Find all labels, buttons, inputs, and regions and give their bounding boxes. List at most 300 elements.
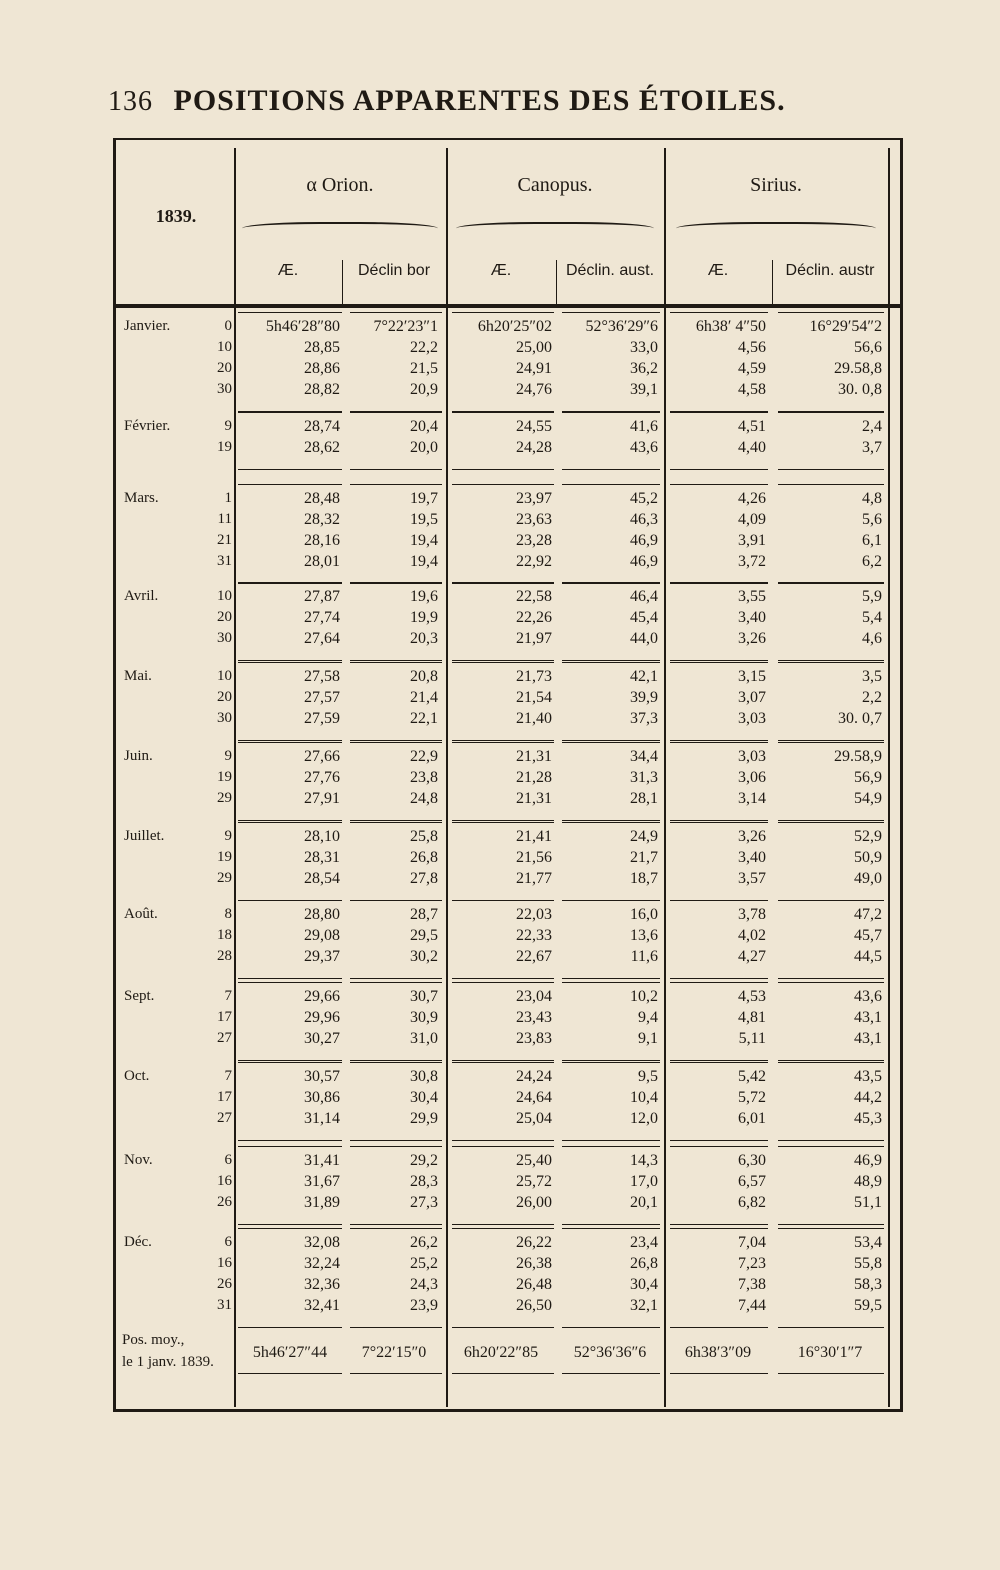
value: 28,32 bbox=[304, 511, 340, 528]
value: 37,3 bbox=[630, 710, 658, 727]
value: 47,2 bbox=[854, 906, 882, 923]
col-head-ra: Æ. bbox=[707, 262, 729, 279]
value: 25,2 bbox=[410, 1255, 438, 1272]
value: 5,6 bbox=[862, 511, 882, 528]
value: 56,6 bbox=[854, 339, 882, 356]
value-cell bbox=[585, 316, 658, 400]
value: 5,11 bbox=[738, 1030, 766, 1047]
value: 19,6 bbox=[410, 588, 438, 605]
value: 23,43 bbox=[516, 1009, 552, 1026]
value: 27,59 bbox=[304, 710, 340, 727]
day-number: 21 bbox=[217, 532, 232, 548]
month-group bbox=[116, 1226, 900, 1322]
day-number: 29 bbox=[217, 870, 232, 886]
col-head-dec: Déclin. aust. bbox=[565, 262, 655, 279]
value: 3,78 bbox=[738, 906, 766, 923]
value: 21,56 bbox=[516, 849, 552, 866]
value-cell bbox=[809, 316, 882, 400]
value: 3,7 bbox=[862, 439, 882, 456]
value: 48,9 bbox=[854, 1173, 882, 1190]
value: 3,57 bbox=[738, 870, 766, 887]
month-group bbox=[116, 1144, 900, 1219]
value-cell bbox=[738, 1232, 766, 1316]
month-name: Janvier. bbox=[124, 318, 171, 334]
value-cell bbox=[738, 986, 766, 1049]
value: 56,9 bbox=[854, 769, 882, 786]
value: 12,0 bbox=[630, 1110, 658, 1127]
value: 30,8 bbox=[410, 1068, 438, 1085]
mean-canopus-ra: 6h20′22″85 bbox=[463, 1344, 539, 1361]
value: 23,63 bbox=[516, 511, 552, 528]
value: 7,23 bbox=[738, 1255, 766, 1272]
month-group bbox=[116, 1060, 900, 1135]
value: 31,67 bbox=[304, 1173, 340, 1190]
value: 20,4 bbox=[410, 418, 438, 435]
page-number: 136 bbox=[108, 86, 153, 117]
day-number: 30 bbox=[217, 710, 232, 726]
value: 4,40 bbox=[738, 439, 766, 456]
value: 2,4 bbox=[862, 418, 882, 435]
value: 3,07 bbox=[738, 689, 766, 706]
page-title: POSITIONS APPARENTES DES ÉTOILES. bbox=[173, 84, 786, 117]
value: 23,04 bbox=[516, 988, 552, 1005]
value-cell bbox=[304, 1066, 340, 1129]
value: 28,7 bbox=[410, 906, 438, 923]
value-cell bbox=[304, 416, 340, 458]
value: 30,9 bbox=[410, 1009, 438, 1026]
value: 4,27 bbox=[738, 948, 766, 965]
value: 3,26 bbox=[738, 828, 766, 845]
value: 41,6 bbox=[630, 418, 658, 435]
day-number: 7 bbox=[224, 988, 232, 1004]
value: 27,74 bbox=[304, 609, 340, 626]
value-cell bbox=[630, 488, 658, 572]
value: 28,31 bbox=[304, 849, 340, 866]
value-cell bbox=[738, 666, 766, 729]
day-number: 6 bbox=[224, 1234, 232, 1250]
value-cell bbox=[516, 586, 552, 649]
value: 5,4 bbox=[862, 609, 882, 626]
value: 58,3 bbox=[854, 1276, 882, 1293]
value: 29,9 bbox=[410, 1110, 438, 1127]
col-head-ra: Æ. bbox=[277, 262, 299, 279]
value: 24,76 bbox=[516, 381, 552, 398]
value-cell bbox=[630, 826, 658, 889]
mean-canopus-dec: 52°36′36″6 bbox=[573, 1344, 647, 1361]
value-cell bbox=[304, 826, 340, 889]
value: 3,5 bbox=[862, 668, 882, 685]
value: 30,4 bbox=[410, 1089, 438, 1106]
value: 21,41 bbox=[516, 828, 552, 845]
value: 5,9 bbox=[862, 588, 882, 605]
value: 28,01 bbox=[304, 553, 340, 570]
value: 4,02 bbox=[738, 927, 766, 944]
value: 21,40 bbox=[516, 710, 552, 727]
value: 28,48 bbox=[304, 490, 340, 507]
value: 30,4 bbox=[630, 1276, 658, 1293]
value: 26,00 bbox=[516, 1194, 552, 1211]
value-cell bbox=[834, 746, 882, 809]
value: 33,0 bbox=[630, 339, 658, 356]
value: 27,58 bbox=[304, 668, 340, 685]
day-column bbox=[198, 666, 232, 729]
day-number: 10 bbox=[217, 339, 232, 355]
value: 3,72 bbox=[738, 553, 766, 570]
value: 27,8 bbox=[410, 870, 438, 887]
value: 4,58 bbox=[738, 381, 766, 398]
value: 25,8 bbox=[410, 828, 438, 845]
value: 21,97 bbox=[516, 630, 552, 647]
value: 26,48 bbox=[516, 1276, 552, 1293]
month-name: Mars. bbox=[124, 490, 159, 506]
col-head-ra: Æ. bbox=[490, 262, 512, 279]
value-cell bbox=[854, 904, 882, 967]
value: 4,8 bbox=[862, 490, 882, 507]
value-cell bbox=[630, 986, 658, 1049]
value: 30. 0,8 bbox=[838, 381, 882, 398]
value: 22,33 bbox=[516, 927, 552, 944]
day-number: 0 bbox=[224, 318, 232, 334]
value: 36,2 bbox=[630, 360, 658, 377]
month-name: Février. bbox=[124, 418, 171, 434]
mean-position-label-date: le 1 janv. 1839. bbox=[122, 1354, 214, 1370]
day-number: 8 bbox=[224, 906, 232, 922]
value-cell bbox=[410, 746, 438, 809]
value-cell bbox=[738, 586, 766, 649]
value-cell bbox=[304, 1150, 340, 1213]
value-cell bbox=[854, 1066, 882, 1129]
value: 24,3 bbox=[410, 1276, 438, 1293]
value-cell bbox=[630, 1232, 658, 1316]
value: 6,30 bbox=[738, 1152, 766, 1169]
day-number: 30 bbox=[217, 381, 232, 397]
value: 19,7 bbox=[410, 490, 438, 507]
value: 24,91 bbox=[516, 360, 552, 377]
value: 27,87 bbox=[304, 588, 340, 605]
value: 7,38 bbox=[738, 1276, 766, 1293]
value: 9,4 bbox=[638, 1009, 658, 1026]
value: 19,4 bbox=[410, 532, 438, 549]
star-name-sirius: Sirius. bbox=[750, 174, 802, 196]
value: 29,37 bbox=[304, 948, 340, 965]
value: 27,91 bbox=[304, 790, 340, 807]
value: 14,3 bbox=[630, 1152, 658, 1169]
value: 51,1 bbox=[854, 1194, 882, 1211]
value: 21,31 bbox=[516, 790, 552, 807]
value: 18,7 bbox=[630, 870, 658, 887]
day-number: 31 bbox=[217, 1297, 232, 1313]
day-number: 29 bbox=[217, 790, 232, 806]
value: 3,91 bbox=[738, 532, 766, 549]
value: 21,4 bbox=[410, 689, 438, 706]
value: 27,76 bbox=[304, 769, 340, 786]
value: 28,3 bbox=[410, 1173, 438, 1190]
value-cell bbox=[738, 1066, 766, 1129]
value: 44,2 bbox=[854, 1089, 882, 1106]
value: 52°36′29″6 bbox=[585, 318, 658, 335]
value-cell bbox=[516, 1232, 552, 1316]
day-number: 30 bbox=[217, 630, 232, 646]
value: 23,8 bbox=[410, 769, 438, 786]
value-cell bbox=[630, 746, 658, 809]
value: 45,3 bbox=[854, 1110, 882, 1127]
value: 10,2 bbox=[630, 988, 658, 1005]
value: 21,54 bbox=[516, 689, 552, 706]
value-cell bbox=[854, 1150, 882, 1213]
day-number: 18 bbox=[217, 927, 232, 943]
value: 19,5 bbox=[410, 511, 438, 528]
day-number: 26 bbox=[217, 1194, 232, 1210]
value: 31,14 bbox=[304, 1110, 340, 1127]
value: 29,66 bbox=[304, 988, 340, 1005]
month-group bbox=[116, 740, 900, 815]
value: 28,82 bbox=[304, 381, 340, 398]
month-group bbox=[116, 310, 900, 406]
value: 27,64 bbox=[304, 630, 340, 647]
value: 6,82 bbox=[738, 1194, 766, 1211]
day-number: 27 bbox=[217, 1030, 232, 1046]
day-number: 11 bbox=[217, 511, 232, 527]
value: 20,9 bbox=[410, 381, 438, 398]
value: 26,38 bbox=[516, 1255, 552, 1272]
col-head-dec: Déclin. austr bbox=[785, 262, 875, 279]
value: 28,10 bbox=[304, 828, 340, 845]
value: 24,24 bbox=[516, 1068, 552, 1085]
value-cell bbox=[738, 1150, 766, 1213]
value: 44,5 bbox=[854, 948, 882, 965]
value-cell bbox=[304, 666, 340, 729]
value: 39,1 bbox=[630, 381, 658, 398]
day-column bbox=[198, 746, 232, 809]
day-number: 20 bbox=[217, 360, 232, 376]
month-name: Sept. bbox=[124, 988, 155, 1004]
value-cell bbox=[630, 666, 658, 729]
value: 43,1 bbox=[854, 1009, 882, 1026]
value: 21,73 bbox=[516, 668, 552, 685]
value: 2,2 bbox=[862, 689, 882, 706]
value: 29.58,9 bbox=[834, 748, 882, 765]
month-name: Mai. bbox=[124, 668, 152, 684]
month-name: Avril. bbox=[124, 588, 159, 604]
value: 29.58,8 bbox=[834, 360, 882, 377]
value: 32,1 bbox=[630, 1297, 658, 1314]
value: 20,8 bbox=[410, 668, 438, 685]
value: 3,15 bbox=[738, 668, 766, 685]
value: 26,8 bbox=[410, 849, 438, 866]
value: 3,14 bbox=[738, 790, 766, 807]
ephemeris-table bbox=[113, 138, 903, 1412]
value-cell bbox=[304, 1232, 340, 1316]
value: 23,97 bbox=[516, 490, 552, 507]
table-year: 1839. bbox=[155, 206, 197, 226]
value: 4,56 bbox=[738, 339, 766, 356]
value-cell bbox=[516, 1066, 552, 1129]
value: 26,8 bbox=[630, 1255, 658, 1272]
mean-position-row bbox=[116, 1316, 900, 1406]
value: 30. 0,7 bbox=[838, 710, 882, 727]
value: 3,03 bbox=[738, 748, 766, 765]
value: 28,74 bbox=[304, 418, 340, 435]
day-column bbox=[198, 904, 232, 967]
value-cell bbox=[410, 1066, 438, 1129]
value: 32,41 bbox=[304, 1297, 340, 1314]
day-number: 26 bbox=[217, 1276, 232, 1292]
value: 26,50 bbox=[516, 1297, 552, 1314]
month-group bbox=[116, 660, 900, 735]
value: 28,54 bbox=[304, 870, 340, 887]
value: 46,9 bbox=[630, 532, 658, 549]
value: 28,62 bbox=[304, 439, 340, 456]
value-cell bbox=[304, 746, 340, 809]
value: 28,1 bbox=[630, 790, 658, 807]
value-cell bbox=[862, 586, 882, 649]
value: 30,7 bbox=[410, 988, 438, 1005]
value-cell bbox=[304, 986, 340, 1049]
value-cell bbox=[854, 1232, 882, 1316]
value: 19,9 bbox=[410, 609, 438, 626]
star-name-canopus: Canopus. bbox=[517, 174, 593, 196]
value-cell bbox=[478, 316, 552, 400]
value-cell bbox=[410, 1150, 438, 1213]
value-cell bbox=[738, 826, 766, 889]
value: 21,77 bbox=[516, 870, 552, 887]
mean-orion-dec: 7°22′15″0 bbox=[361, 1344, 427, 1361]
value-cell bbox=[630, 1066, 658, 1129]
day-number: 20 bbox=[217, 689, 232, 705]
day-number: 9 bbox=[224, 748, 232, 764]
day-column bbox=[198, 1232, 232, 1316]
month-group bbox=[116, 482, 900, 578]
value: 53,4 bbox=[854, 1234, 882, 1251]
value: 9,5 bbox=[638, 1068, 658, 1085]
value: 7,04 bbox=[738, 1234, 766, 1251]
value: 43,1 bbox=[854, 1030, 882, 1047]
value-cell bbox=[410, 1232, 438, 1316]
value-cell bbox=[630, 416, 658, 458]
value: 6,57 bbox=[738, 1173, 766, 1190]
mean-sirius-ra: 6h38′3″09 bbox=[684, 1344, 752, 1361]
value: 4,51 bbox=[738, 418, 766, 435]
day-number: 6 bbox=[224, 1152, 232, 1168]
value: 20,0 bbox=[410, 439, 438, 456]
value: 4,6 bbox=[862, 630, 882, 647]
value-cell bbox=[838, 666, 882, 729]
day-number: 20 bbox=[217, 609, 232, 625]
header-rule bbox=[116, 304, 900, 308]
mean-position-label: Pos. moy., bbox=[122, 1332, 185, 1348]
value-cell bbox=[304, 586, 340, 649]
value: 31,89 bbox=[304, 1194, 340, 1211]
value-cell bbox=[738, 904, 766, 967]
value: 6h20′25″02 bbox=[477, 318, 552, 335]
value-cell bbox=[410, 666, 438, 729]
value: 3,06 bbox=[738, 769, 766, 786]
value: 43,5 bbox=[854, 1068, 882, 1085]
value-cell bbox=[266, 316, 340, 400]
value: 31,41 bbox=[304, 1152, 340, 1169]
value-cell bbox=[854, 986, 882, 1049]
value: 22,67 bbox=[516, 948, 552, 965]
value-cell bbox=[304, 904, 340, 967]
value: 23,9 bbox=[410, 1297, 438, 1314]
value: 30,57 bbox=[304, 1068, 340, 1085]
value-cell bbox=[738, 488, 766, 572]
value: 6,1 bbox=[862, 532, 882, 549]
value: 42,1 bbox=[630, 668, 658, 685]
value: 25,40 bbox=[516, 1152, 552, 1169]
header-brace bbox=[456, 222, 654, 238]
value: 25,04 bbox=[516, 1110, 552, 1127]
value: 32,36 bbox=[304, 1276, 340, 1293]
value: 5h46′28″80 bbox=[265, 318, 340, 335]
day-column bbox=[198, 488, 232, 572]
value: 30,86 bbox=[304, 1089, 340, 1106]
value: 3,55 bbox=[738, 588, 766, 605]
star-name-orion: α Orion. bbox=[306, 174, 374, 196]
mean-orion-ra: 5h46′27″44 bbox=[252, 1344, 328, 1361]
value-cell bbox=[630, 1150, 658, 1213]
day-column bbox=[198, 1150, 232, 1213]
month-name: Nov. bbox=[124, 1152, 153, 1168]
value-cell bbox=[304, 488, 340, 572]
month-group bbox=[116, 820, 900, 895]
col-head-dec: Déclin bor bbox=[357, 262, 431, 279]
value: 3,40 bbox=[738, 849, 766, 866]
value: 4,26 bbox=[738, 490, 766, 507]
value: 29,08 bbox=[304, 927, 340, 944]
value: 22,58 bbox=[516, 588, 552, 605]
value: 21,31 bbox=[516, 748, 552, 765]
value: 26,2 bbox=[410, 1234, 438, 1251]
month-group bbox=[116, 410, 900, 464]
value: 29,96 bbox=[304, 1009, 340, 1026]
value: 22,2 bbox=[410, 339, 438, 356]
value-cell bbox=[630, 586, 658, 649]
value: 4,59 bbox=[738, 360, 766, 377]
value: 23,83 bbox=[516, 1030, 552, 1047]
day-column bbox=[198, 416, 232, 458]
day-number: 19 bbox=[217, 439, 232, 455]
day-number: 16 bbox=[217, 1173, 232, 1189]
value-cell bbox=[410, 586, 438, 649]
value-cell bbox=[516, 416, 552, 458]
value: 28,16 bbox=[304, 532, 340, 549]
value-cell bbox=[410, 416, 438, 458]
value-cell bbox=[862, 488, 882, 572]
day-number: 31 bbox=[217, 553, 232, 569]
value: 27,3 bbox=[410, 1194, 438, 1211]
value: 46,4 bbox=[630, 588, 658, 605]
value: 7°22′23″1 bbox=[373, 318, 438, 335]
value-cell bbox=[738, 746, 766, 809]
day-number: 28 bbox=[217, 948, 232, 964]
day-number: 10 bbox=[217, 588, 232, 604]
value: 5,72 bbox=[738, 1089, 766, 1106]
day-number: 17 bbox=[217, 1089, 232, 1105]
value: 6h38′ 4″50 bbox=[695, 318, 766, 335]
value-cell bbox=[410, 826, 438, 889]
page-header bbox=[108, 84, 928, 134]
day-column bbox=[198, 586, 232, 649]
day-number: 17 bbox=[217, 1009, 232, 1025]
value: 29,5 bbox=[410, 927, 438, 944]
value: 4,09 bbox=[738, 511, 766, 528]
value: 31,0 bbox=[410, 1030, 438, 1047]
value: 32,24 bbox=[304, 1255, 340, 1272]
value: 6,01 bbox=[738, 1110, 766, 1127]
day-number: 9 bbox=[224, 828, 232, 844]
value: 10,4 bbox=[630, 1089, 658, 1106]
